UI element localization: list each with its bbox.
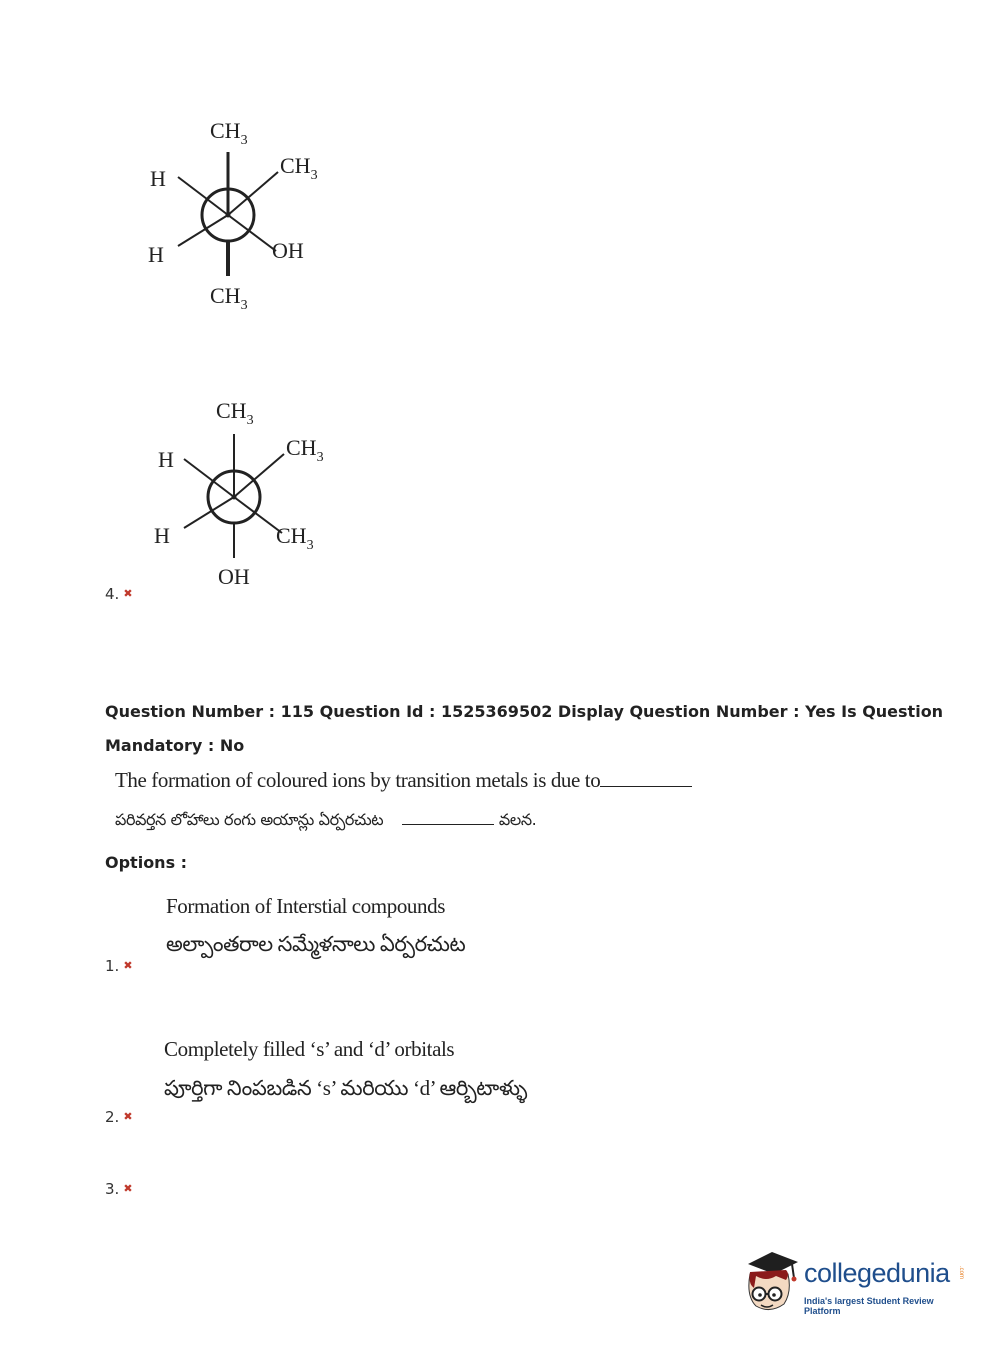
wrong-mark-icon: ✖ [123,1182,133,1195]
substituent-lower-left: H [154,523,170,548]
substituent-bottom: $CH_3$ [210,283,248,313]
substituent-top: $CH_3$ [216,398,254,428]
logo-tagline: India's largest Student Review Platform [804,1296,934,1316]
substituent-upper-left: H [150,166,166,191]
option-3-number[interactable]: 3. ✖ [105,1180,133,1198]
wrong-mark-icon: ✖ [123,1110,133,1123]
option-1-number[interactable]: 1. ✖ [105,957,133,975]
substituent-top: $CH_3$ [210,118,248,148]
logo-domain-suffix: .com [958,1266,964,1280]
question-text-english: The formation of coloured ions by transition metals is due to [115,768,692,793]
question-meta-line-2: Mandatory : No [105,736,245,755]
option-2-number[interactable]: 2. ✖ [105,1108,133,1126]
question-meta-line-1: Question Number : 115 Question Id : 1525369502 Display Question Number : Yes Is Question [105,702,944,721]
option-1-text-english: Formation of Interstial compounds [166,894,446,918]
substituent-upper-right: $CH_3$ [286,435,324,465]
collegedunia-logo[interactable] [742,1248,972,1318]
substituent-upper-right: $CH_3$ [280,153,318,183]
substituent-lower-left: H [148,242,164,267]
wrong-mark-icon: ✖ [123,959,133,972]
wrong-mark-icon: ✖ [123,587,133,600]
logo-wordmark: collegedunia [804,1258,950,1288]
answer-blank [402,823,494,825]
question-text-telugu: పరివర్తన లోహాలు రంగు అయాన్లు ఏర్పరచుట వలన. [115,810,537,829]
substituent-bottom: OH [218,564,250,589]
newman-projection-2 [136,392,356,592]
answer-blank [600,785,692,787]
substituent-lower-right: $CH_3$ [276,523,314,553]
option-2-text-english: Completely filled ‘s’ and ‘d’ orbitals [164,1037,455,1061]
option-1-text-telugu: అల్పాంతరాల సమ్మేళనాలు ఏర్పరచుట [166,932,466,956]
newman-projection-1 [130,110,350,325]
previous-option-number: 4. ✖ [105,585,133,603]
substituent-lower-right: OH [272,238,304,263]
options-label: Options : [105,853,188,872]
substituent-upper-left: H [158,447,174,472]
option-2-text-telugu: పూర్తిగా నింపబడిన ‘s’ మరియు ‘d’ ఆర్బిటాళ్ళు [164,1076,528,1100]
mascot-icon [742,1248,802,1314]
